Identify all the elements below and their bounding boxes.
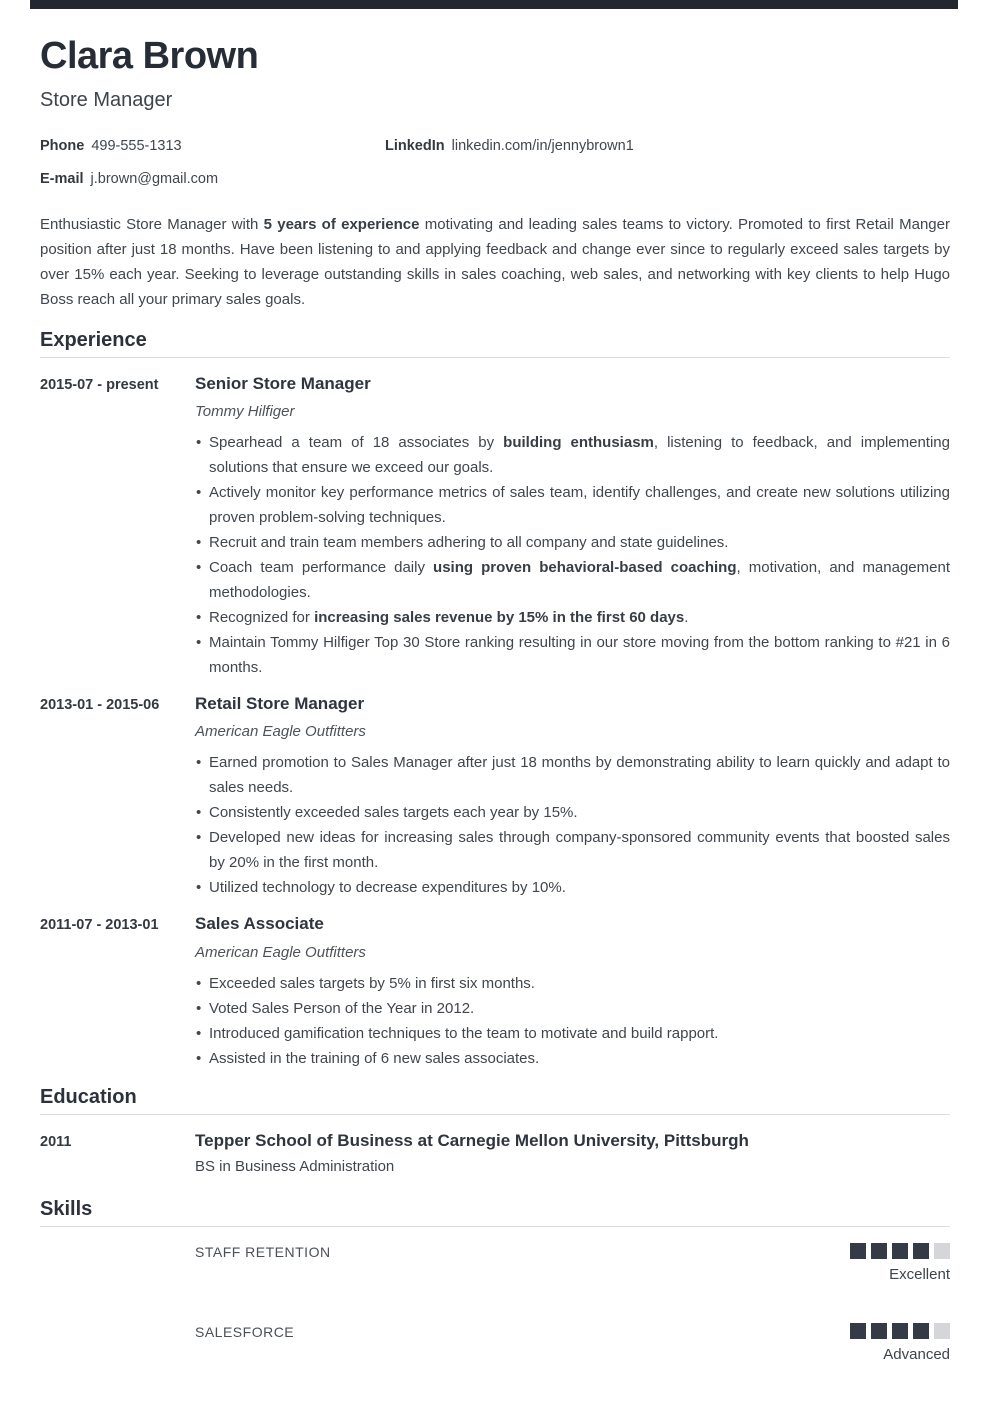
skill-square-filled xyxy=(913,1243,929,1259)
bullet-list xyxy=(195,430,950,680)
entry-title: Sales Associate xyxy=(195,914,324,934)
bullet-text: Utilized technology to decrease expenditures by 10%. xyxy=(209,879,566,897)
bullet-icon: • xyxy=(196,633,202,651)
experience-list xyxy=(40,374,950,1071)
bullet-item xyxy=(195,530,950,555)
skill-level-label: Excellent xyxy=(889,1266,950,1284)
contact-linkedin xyxy=(385,138,634,155)
experience-entry xyxy=(40,694,950,900)
entry-dates: 2011-07 - 2013-01 xyxy=(40,917,159,934)
bullet-item xyxy=(195,430,950,480)
bullet-text: Actively monitor key performance metrics of sales team, identify challenges, and create new solutions utilizing proven problem-solving techniques. xyxy=(209,483,950,526)
bullet-icon: • xyxy=(196,754,202,772)
education-school: Tepper School of Business at Carnegie Mellon University, Pittsburgh xyxy=(195,1130,749,1150)
skills-list xyxy=(40,1243,950,1365)
experience-section xyxy=(40,328,950,1071)
bullet-icon: • xyxy=(196,804,202,822)
experience-entry xyxy=(40,374,950,680)
bullet-item xyxy=(195,996,950,1021)
bullet-icon: • xyxy=(196,974,202,992)
linkedin-value: linkedin.com/in/jennybrown1 xyxy=(451,137,634,154)
resume-header xyxy=(40,34,950,188)
education-degree: BS in Business Administration xyxy=(195,1158,395,1176)
education-section xyxy=(40,1085,950,1177)
entry-dates: 2013-01 - 2015-06 xyxy=(40,696,160,713)
entry-title: Senior Store Manager xyxy=(195,373,371,393)
skill-square-filled xyxy=(871,1323,887,1339)
bullet-icon: • xyxy=(196,558,202,576)
phone-label: Phone xyxy=(40,137,85,154)
bullet-list xyxy=(195,971,950,1071)
bullet-item xyxy=(195,605,950,630)
email-value: j.brown@gmail.com xyxy=(90,170,219,187)
bullet-text: Recognized for increasing sales revenue by 15% in the first 60 days. xyxy=(209,608,689,626)
bullet-icon: • xyxy=(196,483,202,501)
entry-company: American Eagle Outfitters xyxy=(195,723,366,741)
skill-square-filled xyxy=(892,1323,908,1339)
section-title-skills: Skills xyxy=(40,1198,93,1221)
contact-phone xyxy=(40,138,385,155)
bullet-text: Exceeded sales targets by 5% in first six months. xyxy=(209,974,535,992)
summary-text: Enthusiastic Store Manager with 5 years of experience motivating and leading sales teams to victory. Promoted to first Retail Manger position after just 18 months. Have been listening to and applying feedback and change ever since to regularly exceed sales targets by over 15% each year. Seeking to leverage outstanding skills in sales coaching, web sales, and networking with key clients to help Hugo Boss reach all your primary sales goals. xyxy=(40,215,950,308)
skill-square-filled xyxy=(913,1323,929,1339)
skill-square-filled xyxy=(850,1243,866,1259)
skill-name: SALESFORCE xyxy=(195,1324,295,1341)
skill-level-label: Advanced xyxy=(883,1346,950,1364)
skill-rating xyxy=(850,1323,950,1365)
education-entry xyxy=(40,1131,950,1177)
job-title: Store Manager xyxy=(40,88,173,111)
skill-rating-squares xyxy=(850,1243,950,1259)
email-label: E-mail xyxy=(40,170,84,187)
bullet-item xyxy=(195,825,950,875)
bullet-text: Assisted in the training of 6 new sales associates. xyxy=(209,1049,540,1067)
bullet-text: Developed new ideas for increasing sales through company-sponsored community events that boosted sales by 20% in the first month. xyxy=(209,829,950,872)
phone-value: 499-555-1313 xyxy=(91,137,182,154)
entry-title: Retail Store Manager xyxy=(195,693,365,713)
education-dates: 2011 xyxy=(40,1133,72,1150)
entry-company: American Eagle Outfitters xyxy=(195,943,366,961)
entry-dates: 2015-07 - present xyxy=(40,376,159,393)
bullet-text: Earned promotion to Sales Manager after just 18 months by demonstrating ability to learn quickly and adapt to sales needs. xyxy=(209,754,950,797)
bullet-icon: • xyxy=(196,879,202,897)
bullet-item xyxy=(195,875,950,900)
bullet-list xyxy=(195,750,950,900)
bullet-item xyxy=(195,800,950,825)
contact-email xyxy=(40,171,385,188)
skill-name: STAFF RETENTION xyxy=(195,1244,331,1261)
skill-row xyxy=(195,1243,950,1285)
section-divider xyxy=(40,1226,950,1227)
skill-rating-squares xyxy=(850,1323,950,1339)
skills-section xyxy=(40,1197,950,1365)
skill-square-filled xyxy=(892,1243,908,1259)
bullet-text: Introduced gamification techniques to the team to motivate and build rapport. xyxy=(209,1024,719,1042)
bullet-text: Recruit and train team members adhering to all company and state guidelines. xyxy=(209,533,729,551)
skill-square-filled xyxy=(871,1243,887,1259)
bullet-item xyxy=(195,1021,950,1046)
skill-rating xyxy=(850,1243,950,1285)
experience-entry xyxy=(40,914,950,1070)
section-title-education: Education xyxy=(40,1085,137,1108)
contact-row xyxy=(40,171,950,188)
bullet-icon: • xyxy=(196,608,202,626)
contact-section xyxy=(40,138,950,188)
skill-square-empty xyxy=(934,1243,950,1259)
linkedin-label: LinkedIn xyxy=(385,137,445,154)
bullet-item xyxy=(195,555,950,605)
bullet-item xyxy=(195,971,950,996)
top-accent-bar xyxy=(30,0,958,9)
bullet-text: Consistently exceeded sales targets each year by 15%. xyxy=(209,804,578,822)
bullet-text: Maintain Tommy Hilfiger Top 30 Store ranking resulting in our store moving from the bottom ranking to #21 in 6 months. xyxy=(209,633,950,676)
bullet-item xyxy=(195,630,950,680)
bullet-item xyxy=(195,480,950,530)
bullet-icon: • xyxy=(196,533,202,551)
section-divider xyxy=(40,1114,950,1115)
bullet-item xyxy=(195,1046,950,1071)
skill-square-filled xyxy=(850,1323,866,1339)
bullet-text: Coach team performance daily using proven behavioral-based coaching, motivation, and management methodologies. xyxy=(209,558,950,601)
skill-row xyxy=(195,1323,950,1365)
section-title-experience: Experience xyxy=(40,328,147,351)
contact-row xyxy=(40,138,950,155)
entry-company: Tommy Hilfiger xyxy=(195,402,295,420)
skill-square-empty xyxy=(934,1323,950,1339)
bullet-text: Voted Sales Person of the Year in 2012. xyxy=(209,999,475,1017)
bullet-icon: • xyxy=(196,829,202,847)
bullet-icon: • xyxy=(196,999,202,1017)
section-divider xyxy=(40,357,950,358)
bullet-item xyxy=(195,750,950,800)
bullet-icon: • xyxy=(196,433,202,451)
bullet-text: Spearhead a team of 18 associates by building enthusiasm, listening to feedback, and implementing solutions that ensure we exceed our goals. xyxy=(209,433,950,476)
bullet-icon: • xyxy=(196,1024,202,1042)
bullet-icon: • xyxy=(196,1049,202,1067)
person-name: Clara Brown xyxy=(40,35,259,77)
